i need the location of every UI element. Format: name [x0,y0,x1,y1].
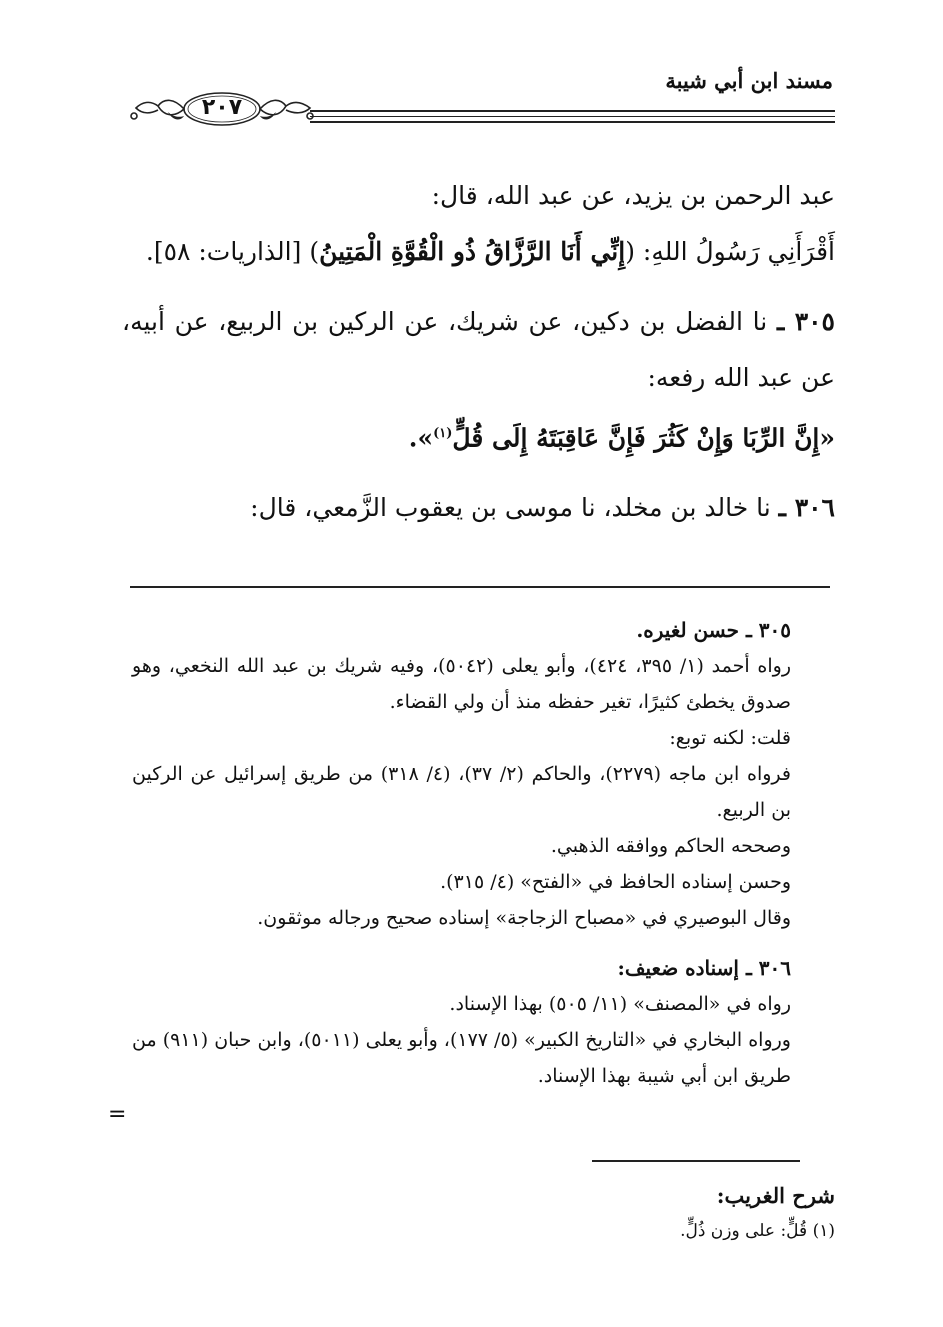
page-number: ٢٠٧ [201,95,243,120]
text-span: أَقْرَأَنِي رَسُولُ اللهِ: ( [625,237,835,266]
note-line: فرواه ابن ماجه (٢٢٧٩)، والحاكم (٢/ ٣٧)، (٤/ ٣١٨) من طريق إسرائيل عن الركين بن الربيع. [132,763,791,821]
running-title: مسند ابن أبي شيبة [665,68,833,93]
isnad-text: نا خالد بن مخلد، نا موسى بن يعقوب الزَّمعي، قال: [250,493,771,523]
note-line: وصححه الحاكم ووافقه الذهبي. [550,835,791,857]
footnote-marker: (١) [433,426,453,441]
paragraph [122,224,835,280]
hadith-number: ٣٠٥ ـ [776,307,835,336]
note-line: وقال البوصيري في «مصباح الزجاجة» إسناده صحيح ورجاله موثقون. [257,907,791,929]
isnad-text: نا الفضل بن دكين، عن شريك، عن الركين بن الربيع، عن أبيه، عن عبد الله رفعه: [122,307,835,392]
note-heading: ٣٠٦ ـ إسناده ضعيف: [617,956,791,980]
spacer [132,936,791,950]
gloss-rule [592,1160,800,1162]
note-line: وحسن إسناده الحافظ في «الفتح» (٤/ ٣١٥). [440,871,791,893]
main-text [122,168,835,536]
note-line: رواه في «المصنف» (١١/ ٥٠٥) بهذا الإسناد. [449,993,791,1015]
header-rule [310,116,835,117]
glossary [300,1176,835,1246]
spacer [122,466,835,480]
glossary-title: شرح الغريب: [716,1183,835,1208]
hadith-entry-305 [122,294,835,406]
hadith-number: ٣٠٦ ـ [778,493,835,523]
quote-mark: ». [408,423,434,453]
matn-text: إِنَّ الرِّبَا وَإِنْ كَثُرَ فَإِنَّ عَاقِبَتَهُ إِلَى قُلٍّ [452,423,820,453]
glossary-item: (١) قُلٍّ: على وزن ذُلٍّ. [680,1221,835,1241]
continuation-mark: = [108,1102,127,1127]
header-rule [310,110,835,112]
note-line: قلت: لكنه توبع: [669,727,791,749]
paragraph: عبد الرحمن بن يزيد، عن عبد الله، قال: [431,181,835,210]
quote-mark: « [819,423,835,453]
spacer [122,280,835,294]
takhrij-notes [132,612,791,1094]
hadith-entry-306 [122,480,835,536]
header-rule [310,121,835,123]
quran-verse: إِنِّي أَنَا الرَّزَّاقُ ذُو الْقُوَّةِ الْمَتِينُ [319,237,626,266]
note-heading: ٣٠٥ ـ حسن لغيره. [636,618,791,642]
note-line: رواه أحمد (١/ ٣٩٥، ٤٢٤)، وأبو يعلى (٥٠٤٢)، وفيه شريك بن عبد الله النخعي، وهو صدوق يخطئ كثيرًا، تغير حفظه منذ أن ولي القضاء. [132,655,792,713]
text-span: ) [الذاريات: ٥٨]. [145,237,320,266]
footnote-rule [130,586,830,588]
note-line: ورواه البخاري في «التاريخ الكبير» (٥/ ١٧٧)، وأبو يعلى (٥٠١١)، وابن حبان (٩١١) من طريق ابن أبي شيبة بهذا الإسناد. [132,1029,791,1087]
hadith-matn [122,406,835,466]
